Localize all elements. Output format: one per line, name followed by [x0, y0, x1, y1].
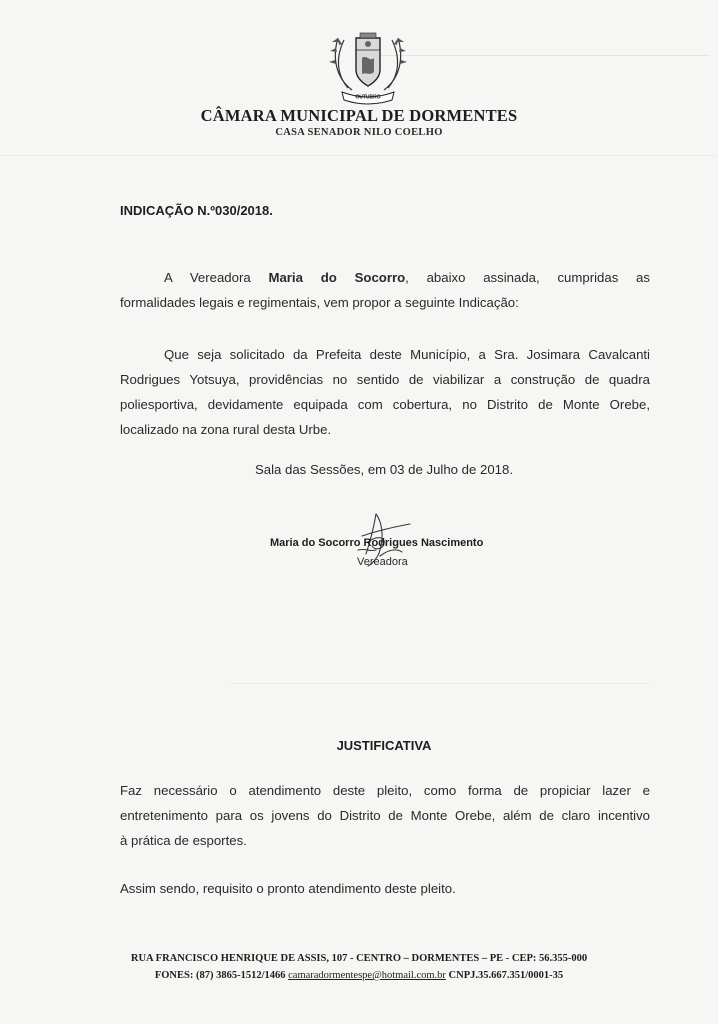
- closing-line: Assim sendo, requisito o pronto atendimento deste pleito.: [120, 881, 456, 896]
- justification-line: entretenimento para os jovens do Distrito de Monte Orebe, além de claro incentivo: [120, 808, 650, 823]
- footer-email-link[interactable]: camaradormentespe@hotmail.com.br: [288, 970, 446, 981]
- justification-line: à prática de esportes.: [120, 833, 247, 848]
- session-date: Sala das Sessões, em 03 de Julho de 2018.: [254, 462, 514, 477]
- municipal-crest-logo: [322, 28, 414, 108]
- scan-artifact: [230, 683, 650, 684]
- footer-contacts: [0, 970, 718, 981]
- chamber-title: CÂMARA MUNICIPAL DE DORMENTES: [200, 106, 518, 125]
- justification-paragraph: [120, 778, 650, 853]
- signatory-name: Maria do Socorro Rodrigues Nascimento: [270, 537, 484, 549]
- request-paragraph: [120, 342, 650, 442]
- request-line: Rodrigues Yotsuya, providências no sentido de viabilizar a construção de quadra: [120, 372, 650, 387]
- justification-line: Faz necessário o atendimento deste pleito, como forma de propiciar lazer e: [120, 783, 650, 798]
- scan-artifact: [380, 55, 710, 56]
- intro-line-1: A Vereadora Maria do Socorro, abaixo assinada, cumpridas as: [164, 270, 650, 285]
- closing-paragraph: [120, 876, 650, 901]
- signatory-role: Vereadora: [357, 556, 408, 568]
- scan-artifact: [0, 155, 718, 156]
- request-line: Que seja solicitado da Prefeita deste Município, a Sra. Josimara Cavalcanti: [164, 347, 650, 362]
- chamber-subtitle: CASA SENADOR NILO COELHO: [275, 127, 443, 138]
- councilwoman-name: Maria do Socorro: [268, 270, 406, 285]
- indication-number: INDICAÇÃO N.º030/2018.: [120, 203, 273, 218]
- footer-address: RUA FRANCISCO HENRIQUE DE ASSIS, 107 - CENTRO – DORMENTES – PE - CEP: 56.355-000: [130, 953, 588, 964]
- footer-phones: FONES: (87) 3865-1512/1466: [154, 970, 289, 981]
- request-line: poliesportiva, devidamente equipada com cobertura, no Distrito de Monte Orebe,: [120, 397, 650, 412]
- justification-title: JUSTIFICATIVA: [336, 738, 432, 753]
- request-line: localizado na zona rural desta Urbe.: [120, 422, 332, 437]
- intro-line-2: formalidades legais e regimentais, vem propor a seguinte Indicação:: [120, 295, 519, 310]
- crest-ribbon-text: OUTUBRO: [355, 94, 381, 101]
- intro-paragraph: [120, 265, 650, 315]
- footer-cnpj: CNPJ.35.667.351/0001-35: [445, 970, 564, 981]
